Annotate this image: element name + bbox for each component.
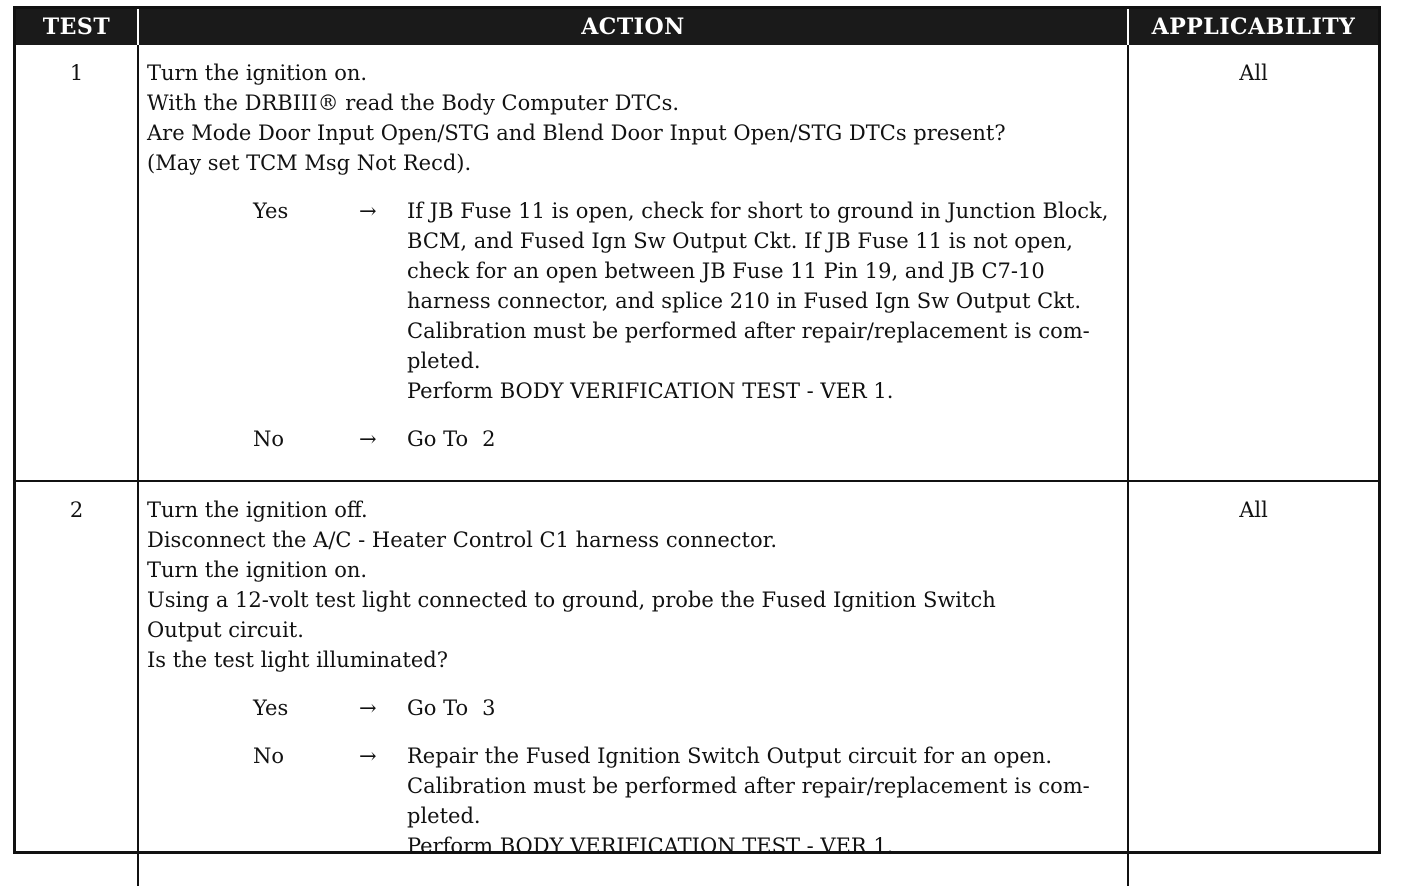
no-label: No <box>253 427 285 451</box>
question-line: Are Mode Door Input Open/STG and Blend Door Input Open/STG DTCs present? <box>147 121 1006 145</box>
goto-number[interactable]: 3 <box>482 696 496 720</box>
header-action: ACTION <box>138 9 1128 45</box>
result-line: pleted. <box>407 804 481 828</box>
question-line: Is the test light illuminated? <box>147 648 449 672</box>
yes-answer <box>147 693 1119 723</box>
test-row-1 <box>16 45 1378 481</box>
result-line: Calibration must be performed after repair/replacement is com- <box>407 774 1090 798</box>
question-line: Output circuit. <box>147 618 304 642</box>
question-line: Turn the ignition on. <box>147 61 368 85</box>
diagnostic-test-table <box>13 6 1381 858</box>
no-result <box>407 424 1119 454</box>
test-action <box>138 45 1128 481</box>
result-line: Perform BODY VERIFICATION TEST - VER 1. <box>407 834 894 858</box>
result-line: check for an open between JB Fuse 11 Pin 19, and JB C7-10 <box>407 259 1045 283</box>
header-test: TEST <box>16 9 138 45</box>
question-line: With the DRBIII® read the Body Computer DTCs. <box>147 91 680 115</box>
yes-result <box>407 693 1119 723</box>
right-arrow-icon: → <box>359 696 377 720</box>
result-line: If JB Fuse 11 is open, check for short to ground in Junction Block, <box>407 199 1109 223</box>
result-line: Calibration must be performed after repair/replacement is com- <box>407 319 1090 343</box>
result-line: harness connector, and splice 210 in Fused Ign Sw Output Ckt. <box>407 289 1081 313</box>
yes-label: Yes <box>253 199 289 223</box>
test-row-2 <box>16 481 1378 886</box>
goto-text: Go To <box>407 696 469 720</box>
test-table <box>16 9 1378 886</box>
result-line: BCM, and Fused Ign Sw Output Ckt. If JB Fuse 11 is not open, <box>407 229 1073 253</box>
question-line: Disconnect the A/C - Heater Control C1 harness connector. <box>147 528 777 552</box>
no-label: No <box>253 744 285 768</box>
test-applicability: All <box>1128 45 1378 481</box>
result-line: pleted. <box>407 349 481 373</box>
question-line: Turn the ignition on. <box>147 558 368 582</box>
yes-result <box>407 196 1119 406</box>
header-applicability: APPLICABILITY <box>1128 9 1378 45</box>
no-answer <box>147 424 1119 454</box>
table-header-row <box>16 9 1378 45</box>
no-result <box>407 741 1119 861</box>
result-line: Perform BODY VERIFICATION TEST - VER 1. <box>407 379 894 403</box>
question-line: Turn the ignition off. <box>147 498 368 522</box>
right-arrow-icon: → <box>359 199 377 223</box>
test-action <box>138 481 1128 886</box>
question-line: (May set TCM Msg Not Recd). <box>147 151 472 175</box>
test-number: 1 <box>69 61 84 85</box>
goto-number[interactable]: 2 <box>482 427 496 451</box>
goto-text: Go To <box>407 427 469 451</box>
right-arrow-icon: → <box>359 427 377 451</box>
question-line: Using a 12-volt test light connected to ground, probe the Fused Ignition Switch <box>147 588 996 612</box>
test-applicability: All <box>1128 481 1378 886</box>
yes-label: Yes <box>253 696 289 720</box>
result-line: Repair the Fused Ignition Switch Output circuit for an open. <box>407 744 1053 768</box>
right-arrow-icon: → <box>359 744 377 768</box>
test-number: 2 <box>16 481 138 886</box>
yes-answer <box>147 196 1119 406</box>
no-answer <box>147 741 1119 861</box>
